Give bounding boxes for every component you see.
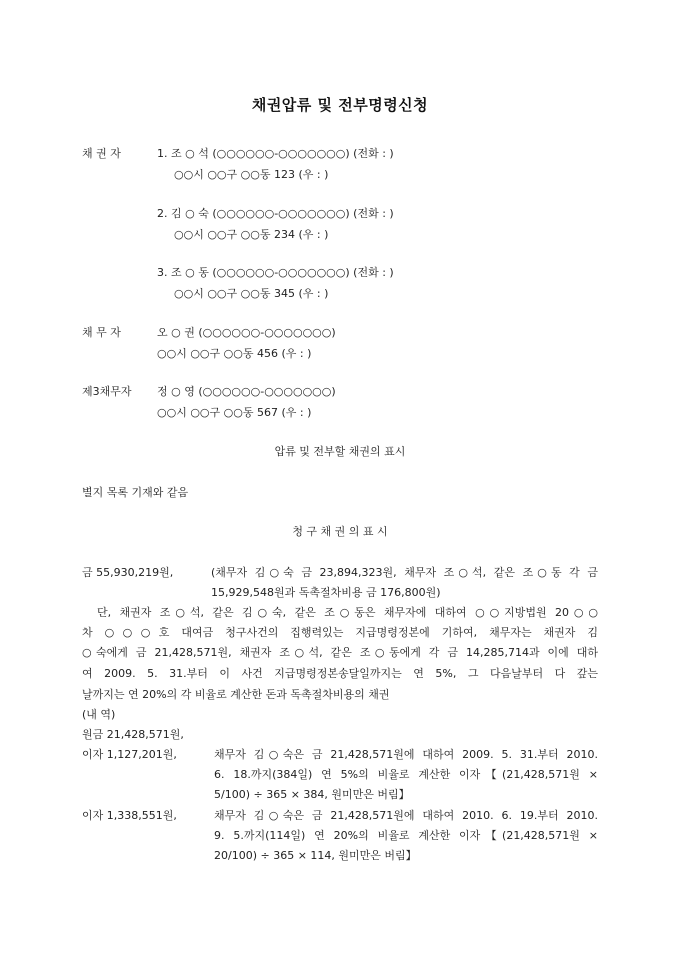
claim-amount: 금 55,930,219원,	[82, 566, 174, 579]
creditor-1-address: ○○시 ○○구 ○○동 123 (우 : )	[174, 168, 329, 181]
creditor-3-address: ○○시 ○○구 ○○동 345 (우 : )	[174, 287, 329, 300]
claim-heading: 청 구 채 권 의 표 시	[292, 525, 388, 538]
interest-1-line-3: 5/100) ÷ 365 × 384, 원미만은 버림】	[214, 788, 410, 801]
seizure-text: 별지 목록 기재와 같음	[82, 486, 189, 499]
third-debtor-line1: 정 ○ 영 (○○○○○○-○○○○○○○)	[157, 385, 336, 398]
claim-body-line-5: 날까지는 연 20%의 각 비율로 계산한 돈과 독촉절차비용의 채권	[82, 688, 390, 701]
creditor-2-address: ○○시 ○○구 ○○동 234 (우 : )	[174, 228, 329, 241]
third-debtor-label: 제3채무자	[82, 385, 132, 398]
claim-body-line-4: 여 2009. 5. 31.부터 이 사건 지급명령정본송달일까지는 연 5%, 그 다음날부터 다 갚는	[82, 667, 598, 680]
debtor-line1: 오 ○ 권 (○○○○○○-○○○○○○○)	[157, 326, 336, 339]
debtor-label: 채 무 자	[82, 326, 121, 339]
interest-1-line-2: 6. 18.까지(384일) 연 5%의 비율로 계산한 이자【(21,428,571원 ×	[214, 768, 598, 781]
creditor-label: 채 권 자	[82, 147, 121, 160]
breakdown-label: (내 역)	[82, 708, 116, 721]
third-debtor-address: ○○시 ○○구 ○○동 567 (우 : )	[157, 406, 312, 419]
interest-1-line-1: 채무자 김○숙은 금 21,428,571원에 대하여 2009. 5. 31.부터 2010.	[214, 748, 598, 761]
interest-1-label: 이자 1,127,201원,	[82, 748, 177, 761]
creditor-1-line1: 1. 조 ○ 석 (○○○○○○-○○○○○○○) (전화 : )	[157, 147, 394, 160]
claim-body-line-3: ○숙에게 금 21,428,571원, 채권자 조○석, 같은 조○동에게 각 금 14,285,714과 이에 대하	[82, 646, 598, 659]
page-title: 채권압류 및 전부명령신청	[251, 96, 429, 114]
claim-body-line-1: 단, 채권자 조○석, 같은 김○숙, 같은 조○동은 채무자에 대하여 ○○지방법원 20○○	[97, 606, 598, 619]
interest-2-line-1: 채무자 김○숙은 금 21,428,571원에 대하여 2010. 6. 19.부터 2010.	[214, 809, 598, 822]
claim-detail-line-2: 15,929,548원과 독촉절차비용 금 176,800원)	[211, 586, 441, 599]
debtor-address: ○○시 ○○구 ○○동 456 (우 : )	[157, 347, 312, 360]
interest-2-line-3: 20/100) ÷ 365 × 114, 원미만은 버림】	[214, 849, 417, 862]
principal-amount: 원금 21,428,571원,	[82, 728, 184, 741]
claim-detail-line-1: (채무자 김○숙 금 23,894,323원, 채무자 조○석, 같은 조○동 각 금	[211, 566, 598, 579]
interest-2-label: 이자 1,338,551원,	[82, 809, 177, 822]
seizure-heading: 압류 및 전부할 채권의 표시	[274, 445, 406, 458]
claim-body-line-2: 차 ○○○호 대여금 청구사건의 집행력있는 지급명령정본에 기하여, 채무자는 채권자 김	[82, 626, 598, 639]
creditor-3-line1: 3. 조 ○ 동 (○○○○○○-○○○○○○○) (전화 : )	[157, 266, 394, 279]
interest-2-line-2: 9. 5.까지(114일) 연 20%의 비율로 계산한 이자【(21,428,571원 ×	[214, 829, 598, 842]
creditor-2-line1: 2. 김 ○ 숙 (○○○○○○-○○○○○○○) (전화 : )	[157, 207, 394, 220]
